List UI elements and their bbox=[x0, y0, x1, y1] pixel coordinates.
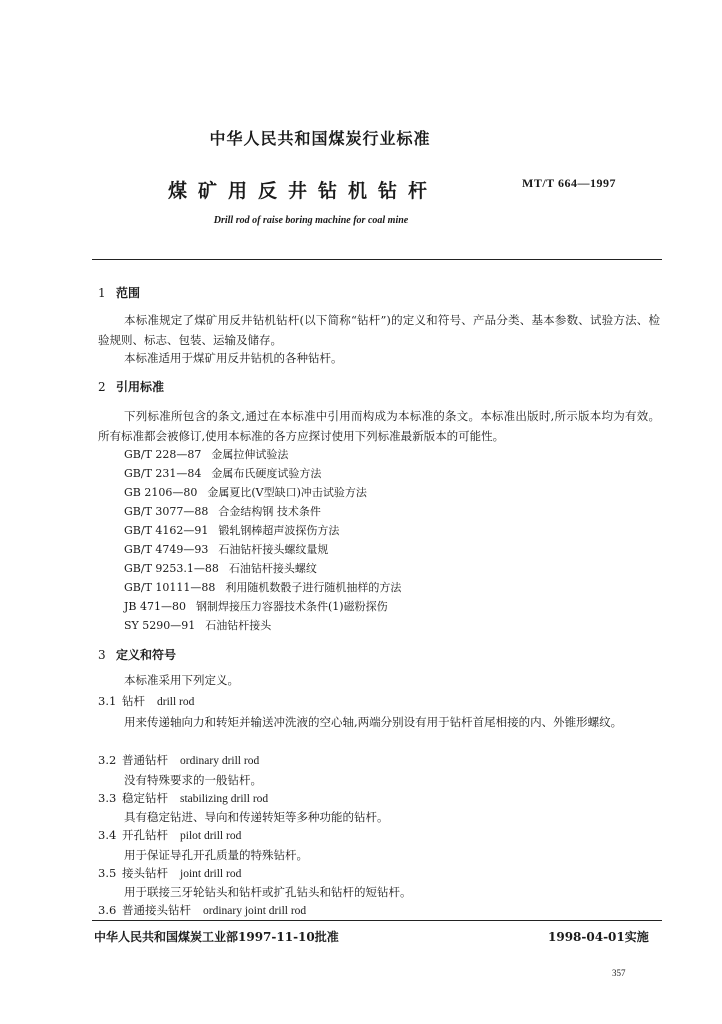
standard-code: MT/T 664—1997 bbox=[522, 176, 616, 190]
reference-item bbox=[124, 579, 401, 595]
reference-code: GB/T 231—84 bbox=[124, 467, 202, 480]
term-chinese: 稳定钻杆 bbox=[122, 791, 168, 805]
reference-item bbox=[124, 484, 367, 500]
approval-line: 中华人民共和国煤炭工业部1997-11-10批准 bbox=[94, 930, 339, 944]
reference-name: 利用随机数骰子进行随机抽样的方法 bbox=[225, 581, 402, 594]
section-3-heading bbox=[98, 646, 176, 663]
term-number: 3.1 bbox=[98, 694, 117, 708]
reference-name: 钢制焊接压力容器技术条件(1)磁粉探伤 bbox=[195, 600, 388, 613]
reference-name: 石油钻杆接头螺纹量规 bbox=[218, 543, 329, 556]
term-number: 3.5 bbox=[98, 866, 117, 880]
reference-item bbox=[124, 503, 321, 519]
english-title: Drill rod of raise boring machine for coal mine bbox=[213, 215, 409, 226]
standard-org-heading: 中华人民共和国煤炭行业标准 bbox=[209, 129, 431, 148]
term-heading bbox=[98, 827, 241, 843]
reference-item bbox=[124, 560, 317, 576]
reference-code: GB/T 228—87 bbox=[124, 448, 202, 461]
section-3-intro: 本标准采用下列定义。 bbox=[124, 673, 239, 687]
reference-code: GB/T 10111—88 bbox=[124, 581, 216, 594]
reference-item bbox=[124, 541, 328, 557]
term-chinese: 钻杆 bbox=[122, 694, 145, 708]
term-english: ordinary drill rod bbox=[180, 755, 260, 767]
section-number: 2 bbox=[98, 380, 106, 394]
reference-item bbox=[124, 446, 288, 462]
term-heading bbox=[98, 865, 241, 881]
effective-date: 1998-04-01实施 bbox=[548, 930, 649, 944]
section-1-paragraph-1: 本标准规定了煤矿用反井钻机钻杆(以下简称“钻杆”)的定义和符号、产品分类、基本参数、试验方法、检验规则、标志、包装、运输及储存。 bbox=[98, 313, 660, 347]
reference-name: 金属拉伸试验法 bbox=[211, 448, 289, 461]
term-number: 3.6 bbox=[98, 903, 117, 917]
term-number: 3.3 bbox=[98, 791, 117, 805]
term-definition: 没有特殊要求的一般钻杆。 bbox=[124, 773, 262, 787]
reference-code: GB/T 4162—91 bbox=[124, 524, 209, 537]
term-english: stabilizing drill rod bbox=[180, 793, 269, 805]
term-chinese: 接头钻杆 bbox=[122, 866, 168, 880]
term-number: 3.2 bbox=[98, 753, 117, 767]
reference-code: GB/T 3077—88 bbox=[124, 505, 209, 518]
reference-code: GB/T 9253.1—88 bbox=[124, 562, 219, 575]
term-english: ordinary joint drill rod bbox=[203, 905, 307, 917]
term-english: joint drill rod bbox=[180, 868, 242, 880]
term-heading bbox=[98, 752, 259, 768]
term-english: drill rod bbox=[157, 696, 195, 708]
section-2-heading bbox=[98, 378, 164, 395]
document-title: 煤矿用反井钻机钻杆 bbox=[168, 180, 439, 202]
section-title: 定义和符号 bbox=[116, 648, 177, 662]
section-1-heading bbox=[98, 284, 140, 301]
section-number: 1 bbox=[98, 286, 106, 300]
reference-item bbox=[124, 598, 388, 614]
section-2-intro: 下列标准所包含的条文,通过在本标准中引用而构成为本标准的条文。本标准出版时,所示版本均为有效。所有标准都会被修订,使用本标准的各方应探讨使用下列标准最新版本的可能性。 bbox=[98, 409, 660, 443]
reference-code: GB/T 4749—93 bbox=[124, 543, 209, 556]
term-definition: 具有稳定钻进、导向和传递转矩等多种功能的钻杆。 bbox=[124, 810, 389, 824]
reference-name: 石油钻杆接头螺纹 bbox=[228, 562, 317, 575]
term-definition: 用于保证导孔开孔质量的特殊钻杆。 bbox=[124, 848, 308, 862]
reference-name: 石油钻杆接头 bbox=[205, 619, 272, 632]
section-title: 范围 bbox=[116, 286, 141, 300]
header-rule bbox=[92, 259, 662, 260]
term-heading bbox=[98, 693, 194, 709]
page-number: 357 bbox=[612, 968, 626, 978]
reference-item bbox=[124, 465, 321, 481]
reference-name: 金属布氏硬度试验方法 bbox=[211, 467, 322, 480]
reference-code: GB 2106—80 bbox=[124, 486, 198, 499]
term-chinese: 普通钻杆 bbox=[122, 753, 168, 767]
section-title: 引用标准 bbox=[116, 380, 165, 394]
term-chinese: 开孔钻杆 bbox=[122, 828, 168, 842]
reference-name: 金属夏比(V型缺口)冲击试验方法 bbox=[207, 486, 367, 499]
footer-rule bbox=[92, 920, 662, 921]
reference-code: SY 5290—91 bbox=[124, 619, 196, 632]
reference-item bbox=[124, 522, 339, 538]
section-number: 3 bbox=[98, 648, 106, 662]
section-1-paragraph-2: 本标准适用于煤矿用反井钻机的各种钻杆。 bbox=[124, 351, 343, 365]
term-heading bbox=[98, 902, 306, 918]
term-chinese: 普通接头钻杆 bbox=[122, 903, 191, 917]
reference-item bbox=[124, 617, 271, 633]
term-definition: 用来传递轴向力和转矩并输送冲洗液的空心轴,两端分别设有用于钻杆首尾相接的内、外锥形螺纹。 bbox=[124, 715, 623, 729]
term-english: pilot drill rod bbox=[180, 830, 242, 842]
reference-code: JB 471—80 bbox=[124, 600, 186, 613]
term-number: 3.4 bbox=[98, 828, 117, 842]
term-definition: 用于联接三牙轮钻头和钻杆或扩孔钻头和钻杆的短钻杆。 bbox=[124, 885, 412, 899]
reference-name: 合金结构钢 技术条件 bbox=[218, 505, 321, 518]
reference-name: 锻轧钢棒超声波探伤方法 bbox=[218, 524, 340, 537]
term-heading bbox=[98, 790, 268, 806]
